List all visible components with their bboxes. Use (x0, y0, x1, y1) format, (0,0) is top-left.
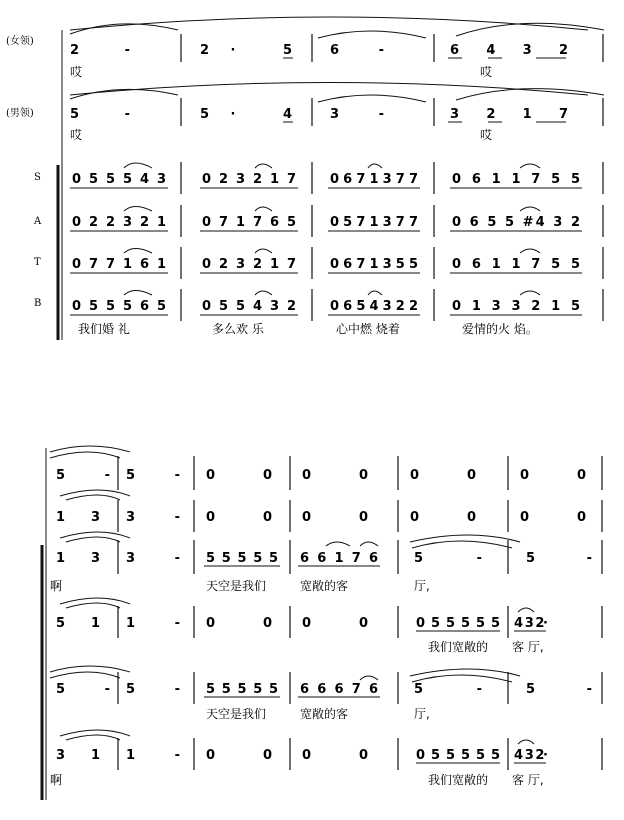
system-1-bass (72, 299, 580, 314)
measure: 5 - (56, 682, 110, 697)
measure: 6 4 3 2 (450, 43, 568, 58)
lyric: 厅, (414, 579, 430, 593)
measure: 0 0 (520, 510, 586, 525)
lyric: 天空是我们 (206, 707, 267, 721)
measure: 0 5 5 5 6 5 (72, 299, 166, 314)
lyric: 宽敞的客 (300, 579, 349, 593)
lyric: 我们婚 礼 (78, 322, 130, 336)
part-label-female-lead: (女领) (6, 36, 34, 47)
measure: 0 0 (520, 468, 586, 483)
system-2-row-1 (56, 468, 586, 483)
measure: 1 3 (56, 551, 100, 566)
measure: 0 5 7 1 3 7 7 (330, 215, 418, 230)
lyric: 哎 (480, 128, 493, 142)
measure: 1 - (126, 748, 180, 763)
measure: 1 3 (56, 510, 100, 525)
system-2-slurs (50, 446, 534, 744)
measure: 0 5 5 5 5 5 (416, 616, 500, 631)
measure: 5 5 5 5 5 (206, 551, 278, 566)
measure: 0 6 1 1 7 5 5 (452, 257, 580, 272)
lyric: 哎 (70, 128, 83, 142)
measure: 5 - (414, 682, 482, 697)
system-2-barlines (118, 456, 602, 770)
measure: 5 - (526, 551, 592, 566)
measure: 5 - (126, 682, 180, 697)
measure: 0 7 1 7 6 5 (202, 215, 296, 230)
lyric: 啊 (50, 773, 63, 787)
measure: 6 6 6 7 6 (300, 682, 378, 697)
measure: 0 0 (206, 510, 272, 525)
part-label-soprano: S (34, 172, 41, 183)
measure: 6 - (330, 43, 384, 58)
measure: 5 - (414, 551, 482, 566)
lyric: 客 厅, (512, 640, 544, 654)
measure: 5 - (126, 468, 180, 483)
measure: 0 5 5 4 3 2 (202, 299, 296, 314)
lyric: 啊 (50, 579, 63, 593)
measure: 5 - (70, 107, 130, 122)
system-2 (42, 446, 602, 800)
measure: 4 3 2· (514, 616, 548, 631)
measure: 4 3 2· (514, 748, 548, 763)
measure: 5· 4 (200, 107, 292, 122)
measure: 0 0 (410, 468, 476, 483)
system-1-lyrics (78, 321, 538, 336)
measure: 0 5 5 5 5 5 (416, 748, 500, 763)
measure: 1 - (126, 616, 180, 631)
measure: 3 - (126, 551, 180, 566)
measure: 5 5 5 5 5 (206, 682, 278, 697)
system-1-soprano (72, 172, 580, 187)
measure: 0 1 3 3 2 1 5 (452, 299, 580, 314)
measure: 2· 5 (200, 43, 292, 58)
measure: 5 1 (56, 616, 100, 631)
measure: 0 6 7 1 3 7 7 (330, 172, 418, 187)
measure: 0 5 5 5 4 3 (72, 172, 166, 187)
lyric: 多么欢 乐 (212, 322, 264, 336)
system-1-female-lead (70, 43, 568, 79)
lyric: 我们宽敞的 (428, 773, 489, 787)
system-2-row-5 (56, 682, 592, 721)
measure: 0 6 5 5 #4 3 2 (452, 215, 580, 230)
measure: 0 0 (206, 468, 272, 483)
lyric: 我们宽敞的 (428, 640, 489, 654)
measure: 0 2 2 3 2 1 (72, 215, 166, 230)
lyric: 爱情的火 焰。 (462, 322, 538, 336)
measure: 0 0 (206, 616, 272, 631)
system-1-slurs (70, 17, 604, 295)
part-label-bass: B (34, 298, 42, 309)
system-1-alto (72, 215, 580, 230)
measure: 0 0 (302, 748, 368, 763)
lyric: 客 厅, (512, 773, 544, 787)
system-2-row-2 (56, 510, 586, 525)
measure: 0 6 7 1 3 5 5 (330, 257, 418, 272)
measure: 3 1 (56, 748, 100, 763)
system-2-beams (204, 566, 546, 763)
measure: 0 0 (410, 510, 476, 525)
lyric: 天空是我们 (206, 579, 267, 593)
system-1-male-lead (70, 107, 568, 142)
measure: 3 2 1 7 (450, 107, 568, 122)
measure: 0 0 (302, 616, 368, 631)
system-1-tenor (72, 257, 580, 272)
system-2-row-6 (50, 748, 548, 787)
part-label-alto: A (34, 216, 42, 227)
part-label-male-lead: (男领) (6, 108, 34, 119)
measure: 0 0 (206, 748, 272, 763)
system-1 (6, 17, 604, 340)
part-label-tenor: T (34, 257, 41, 268)
lyric: 哎 (70, 65, 83, 79)
measure: 0 0 (302, 468, 368, 483)
system-2-row-3 (50, 551, 592, 593)
measure: 0 6 1 1 7 5 5 (452, 172, 580, 187)
measure: 0 6 5 4 3 2 2 (330, 299, 418, 314)
measure: 0 0 (302, 510, 368, 525)
measure: 2 - (70, 43, 130, 58)
measure: 0 2 3 2 1 7 (202, 172, 296, 187)
lyric: 心中燃 烧着 (336, 322, 400, 336)
lyric: 厅, (414, 707, 430, 721)
system-2-row-4 (56, 616, 548, 654)
measure: 0 7 7 1 6 1 (72, 257, 166, 272)
measure: 5 - (56, 468, 110, 483)
measure: 6 6 1 7 6 (300, 551, 378, 566)
measure: 5 - (526, 682, 592, 697)
measure: 0 2 3 2 1 7 (202, 257, 296, 272)
measure: 3 - (330, 107, 384, 122)
measure: 3 - (126, 510, 180, 525)
lyric: 宽敞的客 (300, 707, 349, 721)
lyric: 哎 (480, 65, 493, 79)
